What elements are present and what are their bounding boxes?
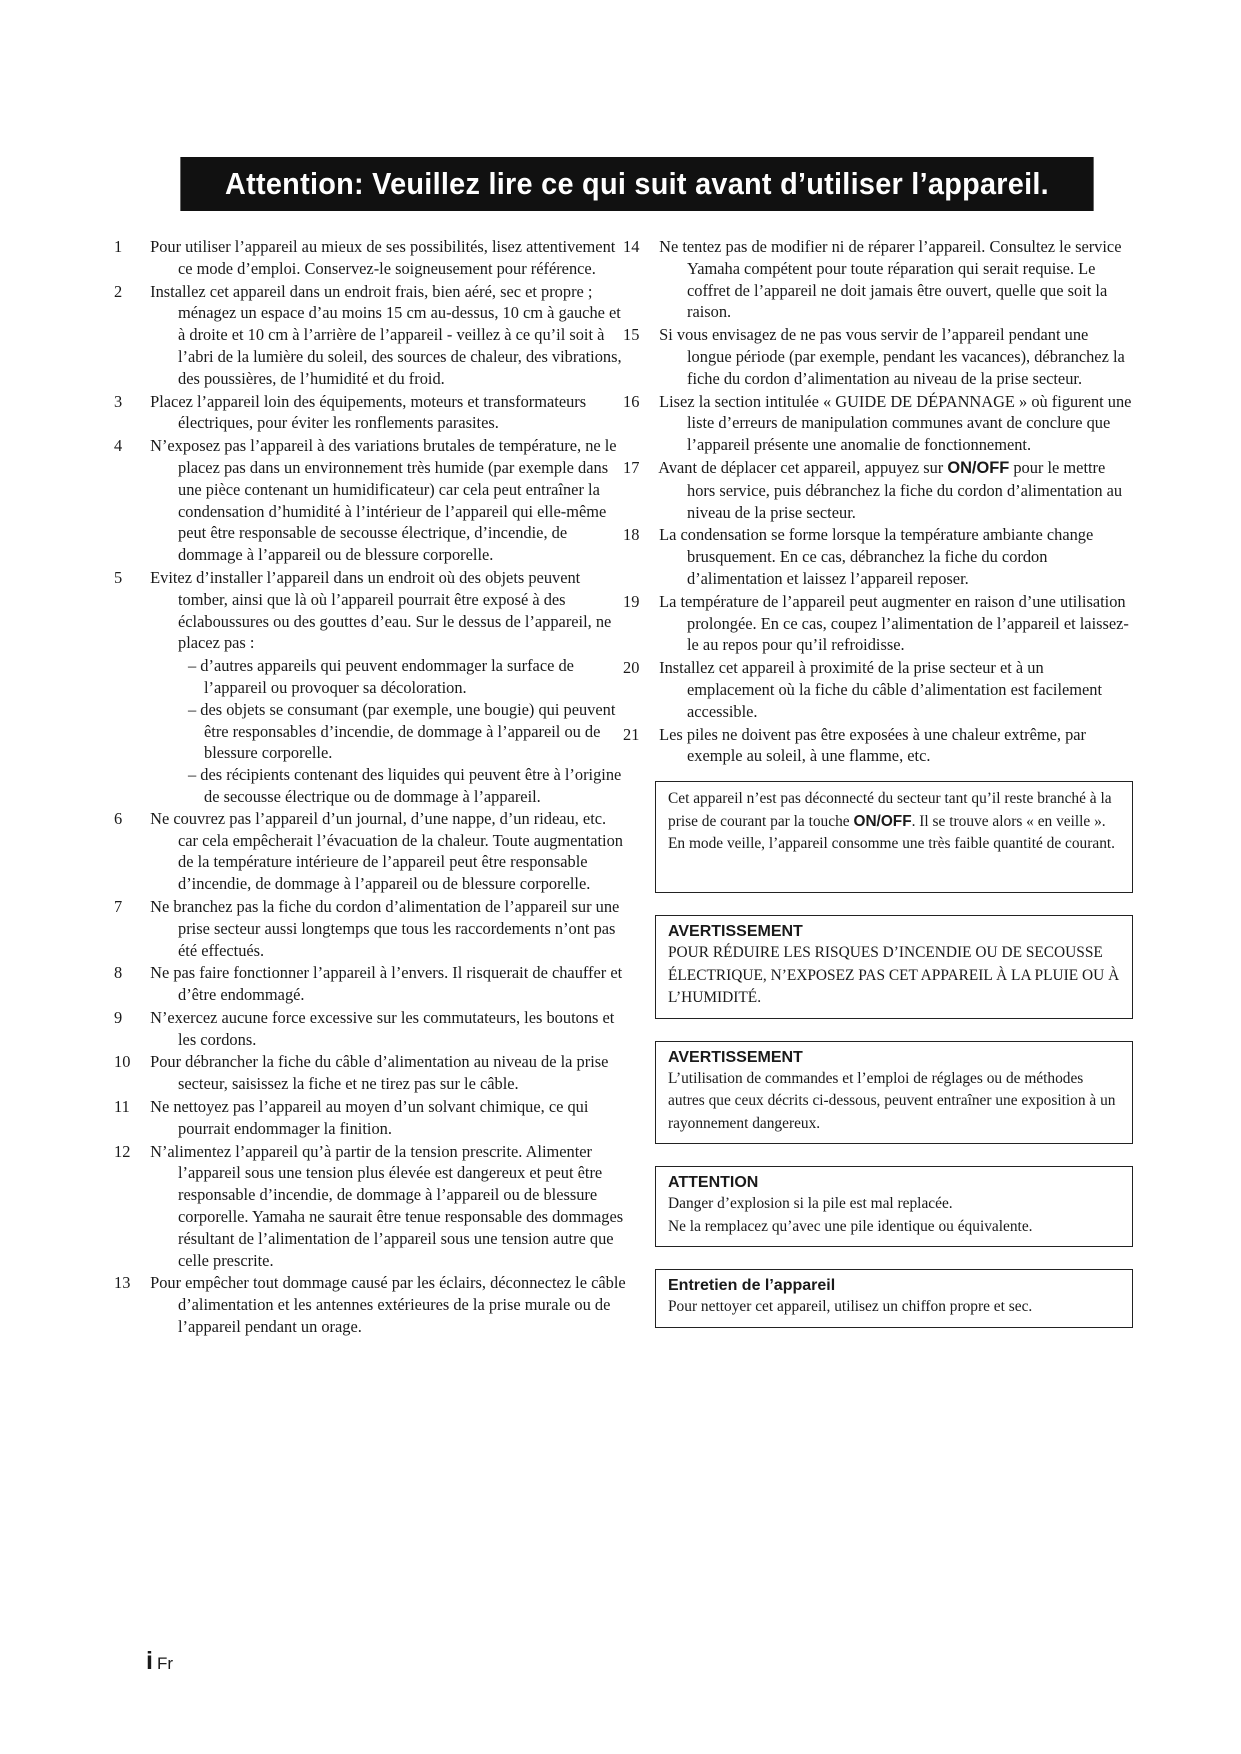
list-item: 15 Si vous envisagez de ne pas vous servir de l’appareil pendant une longue période (par exemple, pendant les vacances), débranchez la fiche du cordon d’alimentation au niveau de la prise secteur. xyxy=(623,325,1125,388)
maintenance-title: Entretien de l’appareil xyxy=(668,1277,836,1295)
list-item: 16 Lisez la section intitulée « GUIDE DE DÉPANNAGE » où figurent une liste d’erreurs de manipulation communes avant de conclure que l’appareil présente une anomalie de fonctionnement. xyxy=(623,391,1132,455)
language-code: Fr xyxy=(156,1654,173,1673)
list-item: 19 La température de l’appareil peut augmenter en raison d’une utilisation prolongée. En ce cas, coupez l’alimentation de l’appareil et laissez-le au repos pour qu’il refroidisse. xyxy=(623,591,1129,655)
attention-line: Ne la remplacez qu’avec une pile identique ou équivalente. xyxy=(668,1217,1033,1235)
attention-title: ATTENTION xyxy=(668,1174,759,1192)
list-item: 17 Avant de déplacer cet appareil, appuyez sur ON/OFF pour le mettre hors service, puis débranchez la fiche du cordon d’alimentation au niveau de la prise secteur. xyxy=(623,457,1123,522)
list-item: 4 N’exposez pas l’appareil à des variations brutales de température, ne le placez pas dans un environnement très humide (par exemple dans une pièce contenant un humidificateur) car cela peut entraîner la condensation d’humidité à l’intérieur de l’appareil qui elle-même peut être responsable de secousse électrique, d’incendie, de dommage à l’appareil ou de blessure corporelle. xyxy=(114,436,617,565)
page-footer xyxy=(146,1647,173,1676)
warning-box xyxy=(655,915,1133,1019)
on-off-label: ON/OFF xyxy=(947,458,1010,477)
sub-list-item: – d’autres appareils qui peuvent endommager la surface de l’appareil ou provoquer sa décoloration. xyxy=(188,656,574,697)
sub-list-item: – des objets se consumant (par exemple, une bougie) qui peuvent être responsables d’incendie, de dommage à l’appareil ou de blessure corporelle. xyxy=(188,699,616,763)
list-item: 3 Placez l’appareil loin des équipements, moteurs et transformateurs électriques, pour éviter les ronflements parasites. xyxy=(114,391,587,433)
warning-title: AVERTISSEMENT xyxy=(668,1048,803,1066)
sub-list-item: – des récipients contenant des liquides qui peuvent être à l’origine de secousse électrique ou de dommage à l’appareil. xyxy=(188,765,622,806)
page-number: i xyxy=(146,1647,153,1675)
list-item: 18 La condensation se forme lorsque la température ambiante change brusquement. En ce cas, débranchez la fiche du cordon d’alimentation et laissez l’appareil reposer. xyxy=(623,525,1094,588)
warning-box xyxy=(655,1041,1133,1145)
left-column xyxy=(114,236,626,1339)
list-item: 1 Pour utiliser l’appareil au mieux de ses possibilités, lisez attentivement ce mode d’emploi. Conservez-le soigneusement pour référence. xyxy=(114,237,616,278)
maintenance-box xyxy=(655,1269,1133,1328)
list-item: 11 Ne nettoyez pas l’appareil au moyen d’un solvant chimique, ce qui pourrait endommager la finition. xyxy=(114,1097,589,1138)
warning-title: AVERTISSEMENT xyxy=(668,923,803,941)
right-column xyxy=(623,236,1133,1328)
maintenance-text: Pour nettoyer cet appareil, utilisez un chiffon propre et sec. xyxy=(668,1298,1033,1316)
on-off-label: ON/OFF xyxy=(853,812,912,830)
list-item: 5 Evitez d’installer l’appareil dans un endroit où des objets peuvent tomber, ainsi que là où l’appareil pourrait être exposé à des éclaboussures ou des gouttes d’eau. Sur le dessus de l’appareil, ne placez pas : xyxy=(114,567,612,653)
list-item: 13 Pour empêcher tout dommage causé par les éclairs, déconnectez le câble d’alimentation et les antennes extérieures de la prise murale ou de l’appareil pendant un orage. xyxy=(114,1273,626,1337)
list-item: 6 Ne couvrez pas l’appareil d’un journal, d’une nappe, d’un rideau, etc. car cela empêcherait l’évacuation de la chaleur. Toute augmentation de la température intérieure de l’appareil peut être responsable d’incendie, de dommage à l’appareil ou de blessure corporelle. xyxy=(114,808,623,894)
standby-notice-box: Cet appareil n’est pas déconnecté du secteur tant qu’il reste branché à la prise de courant par la touche ON/OFF. Il se trouve alors « en veille ». En mode veille, l’appareil consomme une très faible quantité de courant. xyxy=(655,781,1133,893)
list-item: 21 Les piles ne doivent pas être exposées à une chaleur extrême, par exemple au soleil, à une flamme, etc. xyxy=(623,724,1086,766)
page-title: Attention: Veuillez lire ce qui suit avant d’utiliser l’appareil. xyxy=(180,157,1093,211)
list-item: 7 Ne branchez pas la fiche du cordon d’alimentation de l’appareil sur une prise secteur aussi longtemps que tous les raccordements n’ont pas été effectués. xyxy=(114,896,620,960)
attention-box xyxy=(655,1166,1133,1247)
list-item: 20 Installez cet appareil à proximité de la prise secteur et à un emplacement où la fiche du câble d’alimentation est facilement accessible. xyxy=(623,658,1103,721)
warning-text: L’utilisation de commandes et l’emploi de réglages ou de méthodes autres que ceux décrits ci-dessous, peuvent entraîner une exposition à un rayonnement dangereux. xyxy=(668,1069,1116,1132)
attention-line: Danger d’explosion si la pile est mal replacée. xyxy=(668,1195,953,1213)
list-item: 8 Ne pas faire fonctionner l’appareil à l’envers. Il risquerait de chauffer et d’être endommagé. xyxy=(114,963,623,1005)
list-item: 12 N’alimentez l’appareil qu’à partir de la tension prescrite. Alimenter l’appareil sous une tension plus élevée est dangereux et peut être responsable d’incendie, de dommage à l’appareil ou de blessure corporelle. Yamaha ne saurait être tenue responsable des dommages résultant de l’alimentation de l’appareil sous une tension autre que celle prescrite. xyxy=(114,1141,624,1270)
warning-text: POUR RÉDUIRE LES RISQUES D’INCENDIE OU DE SECOUSSE ÉLECTRIQUE, N’EXPOSEZ PAS CET APPAREIL À LA PLUIE OU À L’HUMIDITÉ. xyxy=(668,944,1120,1007)
list-item: 9 N’exercez aucune force excessive sur les commutateurs, les boutons et les cordons. xyxy=(114,1007,615,1049)
list-item: 14 Ne tentez pas de modifier ni de réparer l’appareil. Consultez le service Yamaha compétent pour toute réparation qui serait requise. Le coffret de l’appareil ne doit jamais être ouvert, quelle que soit la raison. xyxy=(623,237,1122,322)
list-item: 2 Installez cet appareil dans un endroit frais, bien aéré, sec et propre ; ménagez un espace d’au moins 15 cm au-dessus, 10 cm à gauche et à droite et 10 cm à l’arrière de l’appareil - veillez à ce qu’il soit à l’abri de la lumière du soleil, des sources de chaleur, des vibrations, des poussières, de l’humidité et du froid. xyxy=(114,281,622,388)
list-item: 10 Pour débrancher la fiche du câble d’alimentation au niveau de la prise secteur, saisissez la fiche et ne tirez pas sur le câble. xyxy=(114,1052,609,1094)
